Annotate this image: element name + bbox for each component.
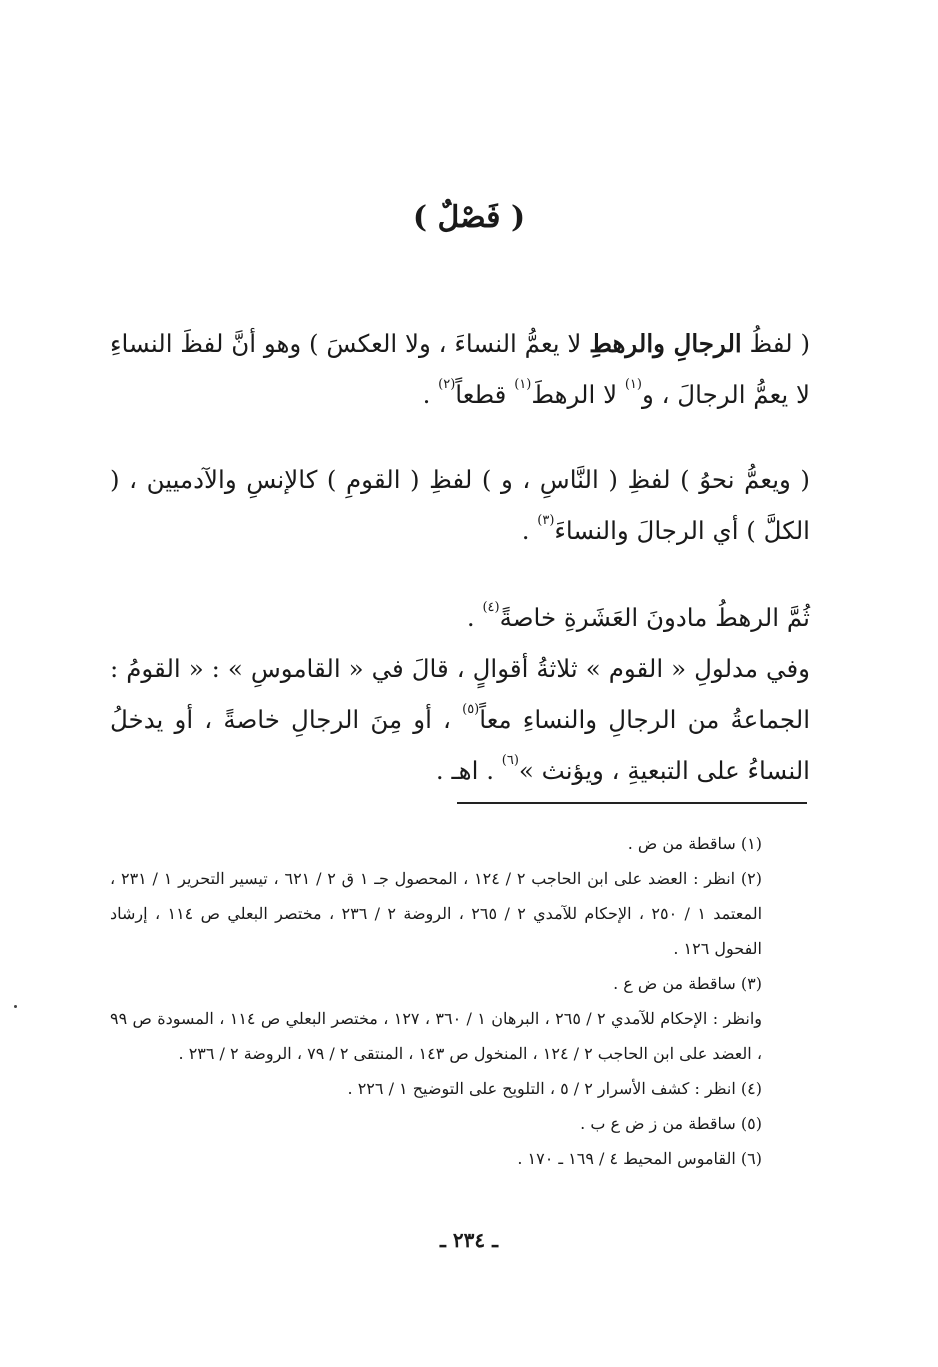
footnote-ref-1b[interactable]: (١) bbox=[514, 376, 532, 392]
footnote-3-continued: وانظر : الإحكام للآمدي ٢ / ٢٦٥ ، البرهان ١ / ٣٦٠ ، ١٢٧ ، مختصر البعلي ص ١١٤ ، المسودة ص ٩٩ ، العضد على ابن الحاجب ٢ / ١٢٤ ، المنخول ص ١٤٣ ، المنتقى ٢ / ٧٩ ، الروضة ٢ / ٢٣٦ . bbox=[110, 1009, 763, 1063]
footnote-1: (١) ساقطة من ض . bbox=[627, 834, 762, 853]
footnote-ref-6[interactable]: (٦) bbox=[501, 752, 519, 768]
paragraph-4 bbox=[110, 643, 810, 796]
paragraph-1-part4: قطعاً bbox=[455, 380, 515, 409]
footnote-ref-3[interactable]: (٣) bbox=[537, 512, 555, 528]
paragraph-3-part1: ثُمَّ الرهطُ مادونَ العَشَرةِ خاصةً bbox=[499, 603, 810, 632]
footnote-ref-2[interactable]: (٢) bbox=[438, 376, 456, 392]
scan-speck bbox=[14, 1005, 17, 1008]
footnote-ref-1[interactable]: (١) bbox=[624, 376, 642, 392]
paragraph-2-end: . bbox=[521, 516, 538, 545]
paragraph-2-part1: ( ويعمُّ نحوُ ) لفظِ ( النَّاسِ ، و ) لفظِ ( القومِ ) كالإنسِ والآدميين ، ( الكلَّ ) أي الرجالَ والنساءَ bbox=[110, 465, 810, 545]
paragraph-1-part3: لا الرهطَ bbox=[531, 380, 625, 409]
paragraph-4-part2: ، أو مِنَ الرجالِ خاصةً ، أو يدخلُ النساءُ على التبعيةِ ، ويؤنث » bbox=[110, 705, 810, 785]
section-heading: ( فَصْلٌ ) bbox=[412, 200, 526, 235]
paragraph-3 bbox=[110, 592, 810, 643]
footnote-2: (٢) انظر : العضد على ابن الحاجب ٢ / ١٢٤ ، المحصول جـ ١ ق ٢ / ٦٢١ ، تيسير التحرير ١ / ٢٣١ ، المعتمد ١ / ٢٥٠ ، الإحكام للآمدي ٢ / ٢٦٥ ، الروضة ٢ / ٢٣٦ ، مختصر البعلي ص ١١٤ ، إرشاد الفحول ١٢٦ . bbox=[110, 869, 763, 958]
paragraph-1-part1: ( لفظُ bbox=[741, 329, 811, 358]
footnote-ref-5[interactable]: (٥) bbox=[462, 701, 480, 717]
footnote-ref-4[interactable]: (٤) bbox=[482, 599, 500, 615]
paragraph-3-end: . bbox=[466, 603, 483, 632]
paragraph-1 bbox=[110, 318, 810, 420]
footnote-6: (٦) القاموس المحيط ٤ / ١٦٩ ـ ١٧٠ . bbox=[517, 1149, 762, 1168]
paragraph-1-part2: لا يعمُّ النساءَ ، ولا العكسَ ) وهو أنَّ لفظَ النساءِ لا يعمُّ الرجالَ ، و bbox=[110, 329, 810, 409]
paragraph-1-end: . bbox=[422, 380, 439, 409]
footnote-4: (٤) انظر : كشف الأسرار ٢ / ٥ ، التلويح على التوضيح ١ / ٢٢٦ . bbox=[347, 1079, 762, 1098]
paragraph-2 bbox=[110, 454, 810, 556]
footnote-separator bbox=[457, 802, 807, 804]
paragraph-1-bold-term: الرجالِ والرهطِ bbox=[589, 329, 742, 358]
paragraph-4-part1: وفي مدلولِ « القوم » ثلاثةُ أقوالٍ ، قالَ في « القاموسِ » : « القومُ : الجماعةُ من الرجالِ والنساءِ معاً bbox=[110, 654, 810, 734]
paragraph-4-end: . اهـ . bbox=[435, 756, 502, 785]
page-number: ـ ٢٣٤ ـ bbox=[440, 1228, 498, 1252]
main-text bbox=[110, 318, 810, 796]
footnote-3: (٣) ساقطة من ض ع . bbox=[613, 974, 762, 993]
footnote-5: (٥) ساقطة من ز ض ع ب . bbox=[580, 1114, 762, 1133]
footnotes bbox=[110, 826, 810, 1176]
